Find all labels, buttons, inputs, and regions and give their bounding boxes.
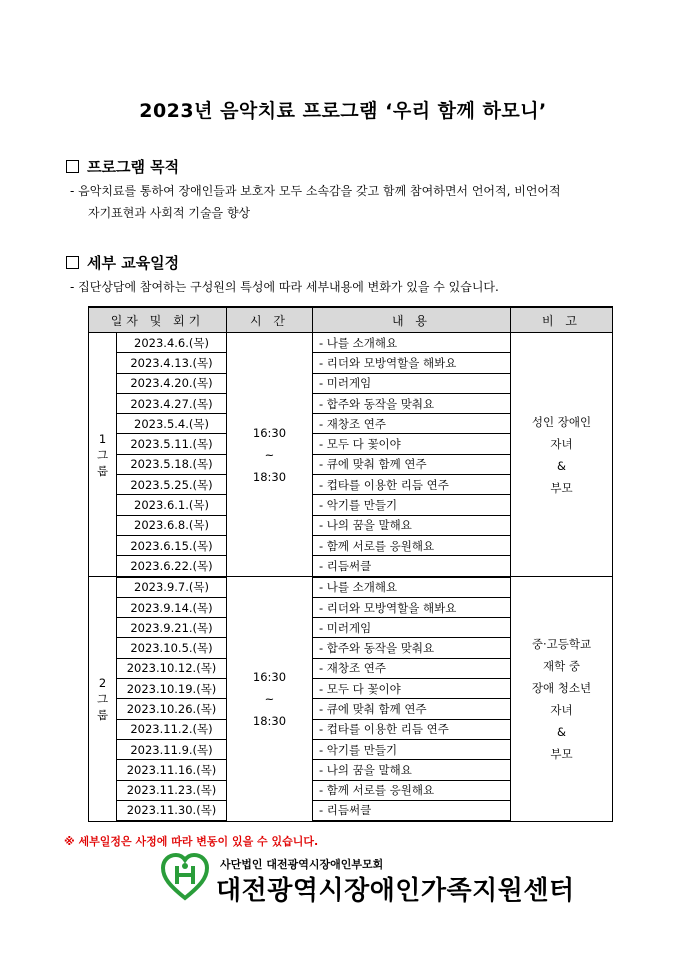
session-date: 2023.10.5.(목): [117, 638, 227, 658]
purpose-line-1: - 음악치료를 통하여 장애인들과 보호자 모두 소속감을 갖고 함께 참여하면서 언어적, 비언어적: [70, 184, 561, 198]
group-label: [89, 333, 117, 577]
note-line: &: [557, 724, 566, 739]
session-date: 2023.11.30.(목): [117, 800, 227, 821]
note-line: 중·고등학교: [531, 636, 592, 651]
table-row: [89, 577, 613, 598]
header-date: 일자 및 회기: [89, 307, 227, 333]
session-content: - 컵타를 이용한 리듬 연주: [313, 475, 511, 495]
group-label: [89, 577, 117, 822]
session-content: - 나의 꿈을 말해요: [313, 515, 511, 535]
session-date: 2023.9.7.(목): [117, 577, 227, 598]
session-content: - 리듬써클: [313, 556, 511, 577]
footer: [160, 850, 600, 910]
session-date: 2023.6.1.(목): [117, 495, 227, 515]
session-date: 2023.6.15.(목): [117, 535, 227, 555]
session-content: - 악기를 만들기: [313, 739, 511, 759]
session-content: - 재창조 연주: [313, 658, 511, 678]
note-line: 재학 중: [543, 658, 580, 673]
group-target-note: [511, 577, 613, 822]
session-date: 2023.5.11.(목): [117, 434, 227, 454]
session-content: - 미러게임: [313, 373, 511, 393]
group-label-char: 2: [98, 675, 107, 690]
session-content: - 함께 서로를 응원해요: [313, 780, 511, 800]
table-row: [89, 333, 613, 353]
schedule-body: [89, 333, 613, 822]
schedule-note: - 집단상담에 참여하는 구성원의 특성에 따라 세부내용에 변화가 있을 수 있습니다.: [70, 280, 499, 294]
note-line: &: [557, 458, 566, 473]
group-label-char: 1: [98, 431, 107, 446]
session-content: - 나를 소개해요: [313, 577, 511, 598]
session-date: 2023.4.27.(목): [117, 393, 227, 413]
schedule-heading: [66, 252, 179, 273]
header-time: 시 간: [227, 307, 313, 333]
header-note: 비 고: [511, 307, 613, 333]
session-time: [227, 577, 313, 822]
session-date: 2023.9.21.(목): [117, 618, 227, 638]
purpose-description: [70, 180, 561, 224]
note-line: 자녀: [550, 436, 573, 451]
session-date: 2023.4.20.(목): [117, 373, 227, 393]
session-content: - 리더와 모방역할을 해봐요: [313, 353, 511, 373]
time-line: 16:30: [252, 669, 287, 684]
heart-hands-logo-icon: [160, 852, 210, 902]
session-date: 2023.5.25.(목): [117, 475, 227, 495]
checkbox-square-icon: [66, 256, 79, 269]
session-content: - 재창조 연주: [313, 414, 511, 434]
note-line: 자녀: [550, 702, 573, 717]
session-date: 2023.5.18.(목): [117, 454, 227, 474]
group-label-char: 그: [96, 691, 109, 706]
session-date: 2023.10.19.(목): [117, 679, 227, 699]
time-line: ~: [264, 691, 275, 706]
session-date: 2023.11.2.(목): [117, 719, 227, 739]
session-date: 2023.4.6.(목): [117, 333, 227, 353]
org-name: 대전광역시장애인가족지원센터: [216, 876, 575, 906]
session-content: - 큐에 맞춰 함께 연주: [313, 454, 511, 474]
schedule-table: [88, 306, 613, 822]
note-line: 부모: [550, 746, 573, 761]
session-content: - 악기를 만들기: [313, 495, 511, 515]
group-label-char: 그: [96, 447, 109, 462]
org-subtitle: 사단법인 대전광역시장애인부모회: [220, 858, 384, 871]
group-target-note: [511, 333, 613, 577]
schedule-heading-text: 세부 교육일정: [87, 254, 180, 272]
purpose-heading: [66, 156, 179, 177]
session-content: - 모두 다 꽃이야: [313, 434, 511, 454]
session-date: 2023.4.13.(목): [117, 353, 227, 373]
session-content: - 함께 서로를 응원해요: [313, 535, 511, 555]
session-date: 2023.6.22.(목): [117, 556, 227, 577]
session-date: 2023.5.4.(목): [117, 414, 227, 434]
time-line: ~: [264, 447, 275, 462]
purpose-heading-text: 프로그램 목적: [87, 158, 180, 176]
session-date: 2023.11.9.(목): [117, 739, 227, 759]
session-date: 2023.10.12.(목): [117, 658, 227, 678]
session-content: - 리더와 모방역할을 해봐요: [313, 597, 511, 617]
session-content: - 미러게임: [313, 618, 511, 638]
notice-text: ※ 세부일정은 사정에 따라 변동이 있을 수 있습니다.: [64, 835, 319, 848]
time-line: 16:30: [252, 425, 287, 440]
document-title: 2023년 음악치료 프로그램 ‘우리 함께 하모니’: [139, 100, 547, 122]
header-content: 내 용: [313, 307, 511, 333]
session-content: - 나의 꿈을 말해요: [313, 760, 511, 780]
session-content: - 합주와 동작을 맞춰요: [313, 393, 511, 413]
session-content: - 나를 소개해요: [313, 333, 511, 353]
session-content: - 모두 다 꽃이야: [313, 679, 511, 699]
session-content: - 리듬써클: [313, 800, 511, 821]
session-date: 2023.9.14.(목): [117, 597, 227, 617]
time-line: 18:30: [252, 713, 287, 728]
note-line: 성인 장애인: [531, 414, 592, 429]
session-content: - 컵타를 이용한 리듬 연주: [313, 719, 511, 739]
table-header-row: [89, 307, 613, 333]
session-date: 2023.11.23.(목): [117, 780, 227, 800]
time-line: 18:30: [252, 469, 287, 484]
purpose-line-2: 자기표현과 사회적 기술을 향상: [88, 206, 251, 220]
group-label-char: 룹: [96, 707, 109, 722]
session-content: - 합주와 동작을 맞춰요: [313, 638, 511, 658]
session-date: 2023.11.16.(목): [117, 760, 227, 780]
note-line: 장애 청소년: [531, 680, 592, 695]
group-label-char: 룹: [96, 463, 109, 478]
checkbox-square-icon: [66, 160, 79, 173]
session-time: [227, 333, 313, 577]
session-content: - 큐에 맞춰 함께 연주: [313, 699, 511, 719]
note-line: 부모: [550, 480, 573, 495]
session-date: 2023.10.26.(목): [117, 699, 227, 719]
session-date: 2023.6.8.(목): [117, 515, 227, 535]
